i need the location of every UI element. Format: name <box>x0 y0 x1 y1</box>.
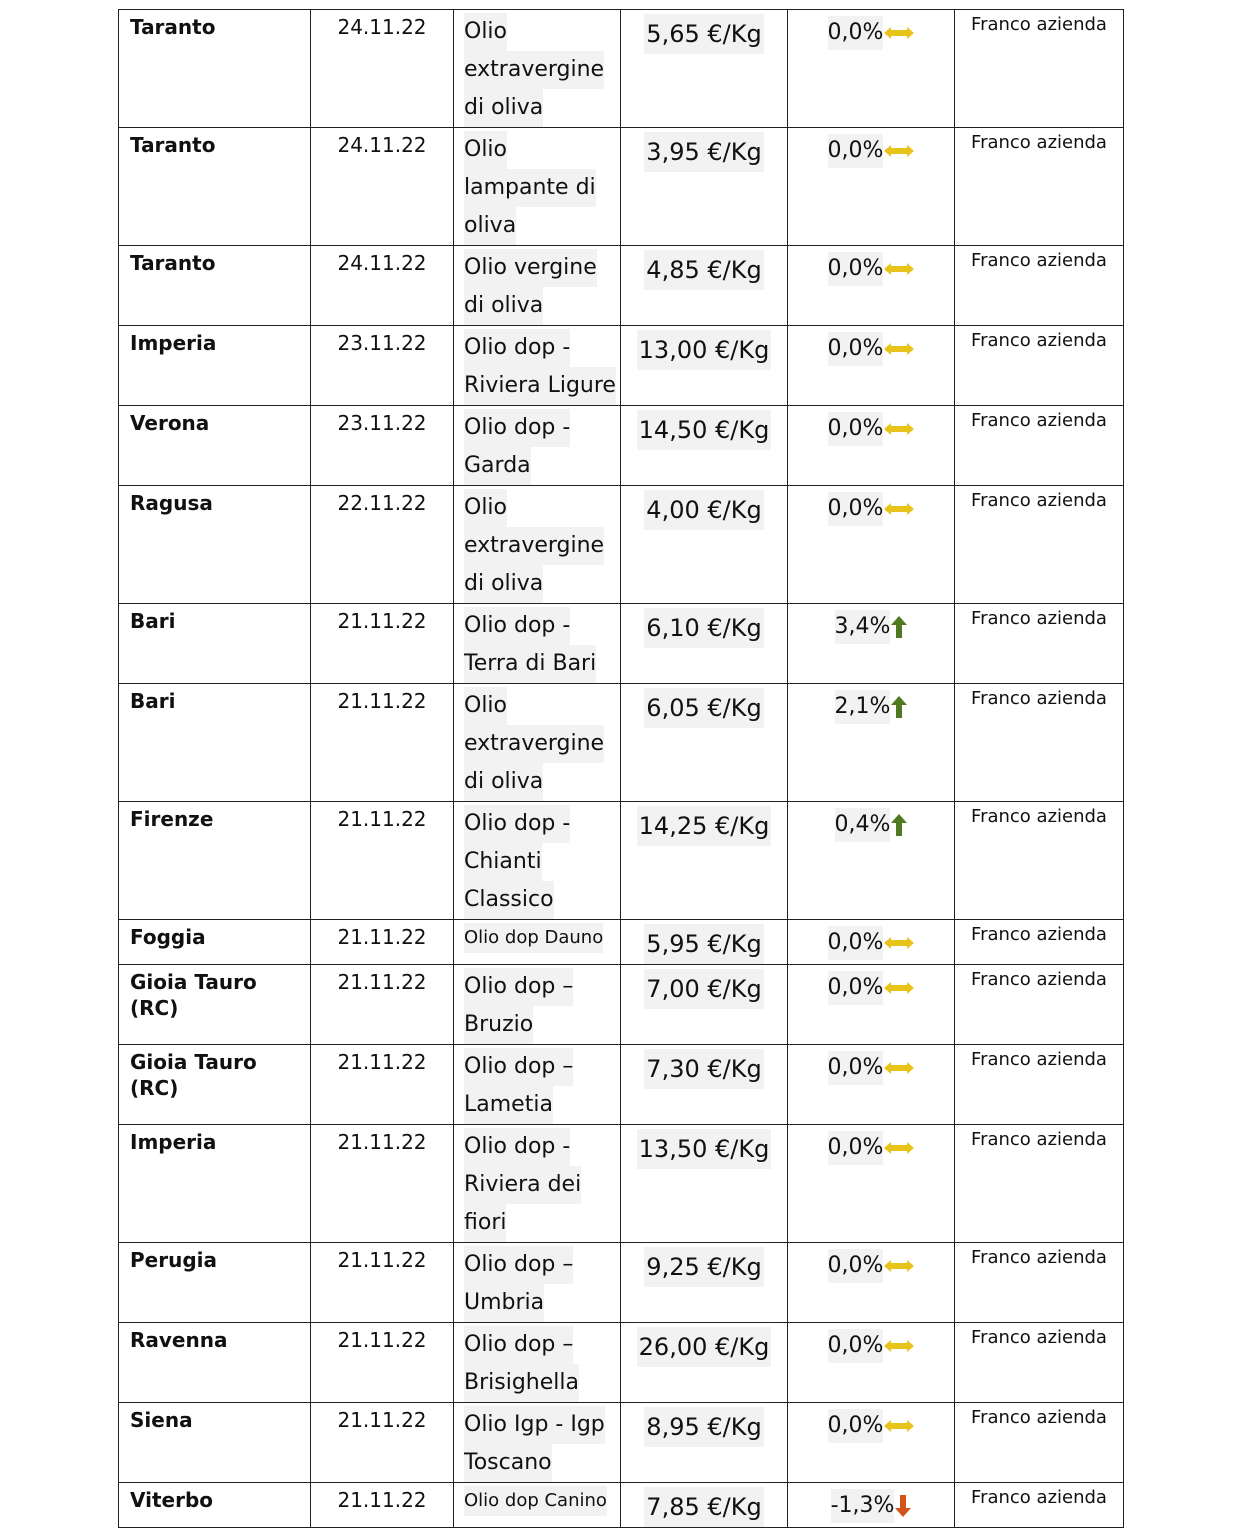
price-value: 7,30 €/Kg <box>644 1049 763 1089</box>
product-line: di oliva <box>464 565 543 603</box>
product-line: oliva <box>464 207 516 245</box>
price-value: 6,05 €/Kg <box>644 688 763 728</box>
price-value: 5,65 €/Kg <box>644 14 763 54</box>
product-cell <box>454 1403 621 1483</box>
product-line: Olio <box>464 489 507 527</box>
terms-cell: Franco azienda <box>955 1483 1124 1528</box>
product-line: Lametia <box>464 1086 553 1124</box>
date-cell: 21.11.22 <box>311 1483 454 1528</box>
terms-cell: Franco azienda <box>955 1403 1124 1483</box>
price-value: 9,25 €/Kg <box>644 1247 763 1287</box>
terms-cell: Franco azienda <box>955 684 1124 802</box>
location-cell: Bari <box>119 684 311 802</box>
price-cell <box>621 326 788 406</box>
horizontal-arrow-icon <box>884 935 914 951</box>
variation-value: -1,3% <box>831 1489 895 1523</box>
product-line: extravergine <box>464 725 604 763</box>
product-line: Bruzio <box>464 1006 533 1044</box>
price-cell <box>621 1125 788 1243</box>
variation-cell <box>788 326 955 406</box>
variation-value: 0,0% <box>828 971 884 1005</box>
product-line: Olio <box>464 13 507 51</box>
horizontal-arrow-icon <box>884 1418 914 1434</box>
variation-cell <box>788 604 955 684</box>
product-cell <box>454 246 621 326</box>
price-cell <box>621 1403 788 1483</box>
table-row <box>119 604 1124 684</box>
product-line: fiori <box>464 1204 506 1242</box>
horizontal-arrow-icon <box>884 421 914 437</box>
variation-cell <box>788 965 955 1045</box>
product-cell <box>454 1045 621 1125</box>
price-value: 13,00 €/Kg <box>637 330 772 370</box>
variation-cell <box>788 128 955 246</box>
variation-value: 0,0% <box>828 1249 884 1283</box>
product-cell <box>454 1323 621 1403</box>
date-cell: 21.11.22 <box>311 684 454 802</box>
price-value: 4,85 €/Kg <box>644 250 763 290</box>
table-row <box>119 802 1124 920</box>
variation-value: 0,0% <box>828 1051 884 1085</box>
variation-cell <box>788 920 955 965</box>
terms-cell: Franco azienda <box>955 965 1124 1045</box>
horizontal-arrow-icon <box>884 980 914 996</box>
variation-cell <box>788 802 955 920</box>
date-cell: 21.11.22 <box>311 1403 454 1483</box>
price-value: 26,00 €/Kg <box>637 1327 772 1367</box>
price-cell <box>621 10 788 128</box>
product-line: Olio dop – <box>464 1246 573 1284</box>
product-cell <box>454 326 621 406</box>
variation-value: 0,0% <box>828 1131 884 1165</box>
product-cell <box>454 1243 621 1323</box>
variation-value: 0,0% <box>828 492 884 526</box>
table-row <box>119 1483 1124 1528</box>
product-cell <box>454 10 621 128</box>
location-cell: Siena <box>119 1403 311 1483</box>
variation-value: 0,0% <box>828 332 884 366</box>
price-cell <box>621 486 788 604</box>
location-cell: Ragusa <box>119 486 311 604</box>
horizontal-arrow-icon <box>884 25 914 41</box>
up-arrow-icon <box>891 814 907 836</box>
date-cell: 21.11.22 <box>311 1125 454 1243</box>
horizontal-arrow-icon <box>884 143 914 159</box>
variation-cell <box>788 10 955 128</box>
variation-cell <box>788 1483 955 1528</box>
price-value: 8,95 €/Kg <box>644 1407 763 1447</box>
product-line: Olio dop Dauno <box>464 923 603 953</box>
location-cell: Ravenna <box>119 1323 311 1403</box>
product-cell <box>454 1125 621 1243</box>
product-line: Riviera dei <box>464 1166 581 1204</box>
price-cell <box>621 406 788 486</box>
table-row <box>119 246 1124 326</box>
product-cell <box>454 802 621 920</box>
variation-value: 3,4% <box>835 610 891 644</box>
product-cell <box>454 920 621 965</box>
horizontal-arrow-icon <box>884 341 914 357</box>
terms-cell: Franco azienda <box>955 10 1124 128</box>
variation-cell <box>788 486 955 604</box>
price-cell <box>621 965 788 1045</box>
product-line: Brisighella <box>464 1364 579 1402</box>
terms-cell: Franco azienda <box>955 128 1124 246</box>
variation-cell <box>788 246 955 326</box>
variation-value: 0,4% <box>835 808 891 842</box>
horizontal-arrow-icon <box>884 1140 914 1156</box>
price-value: 5,95 €/Kg <box>644 924 763 964</box>
location-cell: Verona <box>119 406 311 486</box>
date-cell: 24.11.22 <box>311 128 454 246</box>
terms-cell: Franco azienda <box>955 604 1124 684</box>
price-table <box>118 9 1124 1528</box>
table-row <box>119 406 1124 486</box>
table-row <box>119 965 1124 1045</box>
date-cell: 22.11.22 <box>311 486 454 604</box>
product-line: extravergine <box>464 51 604 89</box>
date-cell: 21.11.22 <box>311 802 454 920</box>
product-line: Olio dop - <box>464 1128 570 1166</box>
location-cell: Viterbo <box>119 1483 311 1528</box>
location-cell: Gioia Tauro (RC) <box>119 1045 311 1125</box>
location-cell: Taranto <box>119 10 311 128</box>
location-cell: Perugia <box>119 1243 311 1323</box>
table-row <box>119 1125 1124 1243</box>
terms-cell: Franco azienda <box>955 1125 1124 1243</box>
price-value: 4,00 €/Kg <box>644 490 763 530</box>
product-line: Olio vergine <box>464 249 597 287</box>
location-cell: Bari <box>119 604 311 684</box>
price-value: 7,85 €/Kg <box>644 1487 763 1527</box>
down-arrow-icon <box>895 1495 911 1517</box>
up-arrow-icon <box>891 696 907 718</box>
product-line: Olio dop - <box>464 409 570 447</box>
product-cell <box>454 1483 621 1528</box>
horizontal-arrow-icon <box>884 261 914 277</box>
price-cell <box>621 1243 788 1323</box>
product-line: Olio <box>464 687 507 725</box>
price-cell <box>621 920 788 965</box>
price-cell <box>621 128 788 246</box>
location-cell: Imperia <box>119 1125 311 1243</box>
variation-cell <box>788 684 955 802</box>
product-line: di oliva <box>464 89 543 127</box>
product-line: Olio dop – <box>464 968 573 1006</box>
table-row <box>119 128 1124 246</box>
table-row <box>119 486 1124 604</box>
location-cell: Taranto <box>119 246 311 326</box>
terms-cell: Franco azienda <box>955 246 1124 326</box>
product-line: lampante di <box>464 169 596 207</box>
product-line: Olio dop – <box>464 1048 573 1086</box>
product-line: extravergine <box>464 527 604 565</box>
terms-cell: Franco azienda <box>955 802 1124 920</box>
product-line: di oliva <box>464 287 543 325</box>
product-cell <box>454 684 621 802</box>
date-cell: 24.11.22 <box>311 10 454 128</box>
table-row <box>119 920 1124 965</box>
variation-value: 0,0% <box>828 16 884 50</box>
date-cell: 21.11.22 <box>311 1045 454 1125</box>
horizontal-arrow-icon <box>884 1258 914 1274</box>
table-row <box>119 10 1124 128</box>
up-arrow-icon <box>891 616 907 638</box>
product-line: Olio dop - <box>464 607 570 645</box>
date-cell: 21.11.22 <box>311 1243 454 1323</box>
product-line: Olio dop Canino <box>464 1486 607 1516</box>
variation-cell <box>788 1243 955 1323</box>
date-cell: 23.11.22 <box>311 326 454 406</box>
horizontal-arrow-icon <box>884 501 914 517</box>
product-cell <box>454 128 621 246</box>
price-cell <box>621 604 788 684</box>
date-cell: 21.11.22 <box>311 965 454 1045</box>
product-cell <box>454 965 621 1045</box>
product-line: Olio dop – <box>464 1326 573 1364</box>
variation-cell <box>788 1045 955 1125</box>
date-cell: 21.11.22 <box>311 920 454 965</box>
date-cell: 23.11.22 <box>311 406 454 486</box>
table-row <box>119 1045 1124 1125</box>
location-cell: Taranto <box>119 128 311 246</box>
price-cell <box>621 1483 788 1528</box>
variation-cell <box>788 1125 955 1243</box>
price-value: 14,25 €/Kg <box>637 806 772 846</box>
product-cell <box>454 486 621 604</box>
product-line: Olio dop - <box>464 805 570 843</box>
terms-cell: Franco azienda <box>955 920 1124 965</box>
terms-cell: Franco azienda <box>955 1045 1124 1125</box>
terms-cell: Franco azienda <box>955 406 1124 486</box>
terms-cell: Franco azienda <box>955 1243 1124 1323</box>
table-row <box>119 684 1124 802</box>
location-cell: Gioia Tauro (RC) <box>119 965 311 1045</box>
price-value: 13,50 €/Kg <box>637 1129 772 1169</box>
date-cell: 21.11.22 <box>311 604 454 684</box>
terms-cell: Franco azienda <box>955 486 1124 604</box>
location-cell: Foggia <box>119 920 311 965</box>
variation-value: 0,0% <box>828 926 884 960</box>
variation-cell <box>788 1403 955 1483</box>
location-cell: Imperia <box>119 326 311 406</box>
price-value: 3,95 €/Kg <box>644 132 763 172</box>
price-cell <box>621 802 788 920</box>
product-line: di oliva <box>464 763 543 801</box>
price-cell <box>621 684 788 802</box>
product-line: Garda <box>464 447 531 485</box>
product-cell <box>454 604 621 684</box>
price-cell <box>621 1045 788 1125</box>
price-table-body <box>119 10 1124 1528</box>
price-value: 6,10 €/Kg <box>644 608 763 648</box>
product-line: Olio <box>464 131 507 169</box>
terms-cell: Franco azienda <box>955 1323 1124 1403</box>
horizontal-arrow-icon <box>884 1060 914 1076</box>
variation-value: 0,0% <box>828 412 884 446</box>
horizontal-arrow-icon <box>884 1338 914 1354</box>
variation-value: 0,0% <box>828 252 884 286</box>
price-cell <box>621 1323 788 1403</box>
date-cell: 21.11.22 <box>311 1323 454 1403</box>
variation-value: 0,0% <box>828 134 884 168</box>
date-cell: 24.11.22 <box>311 246 454 326</box>
terms-cell: Franco azienda <box>955 326 1124 406</box>
table-row <box>119 1323 1124 1403</box>
product-line: Chianti <box>464 843 542 881</box>
product-line: Umbria <box>464 1284 544 1322</box>
price-value: 7,00 €/Kg <box>644 969 763 1009</box>
variation-value: 2,1% <box>835 690 891 724</box>
product-line: Toscano <box>464 1444 552 1482</box>
product-line: Classico <box>464 881 554 919</box>
product-line: Olio Igp - Igp <box>464 1406 605 1444</box>
product-line: Olio dop - <box>464 329 570 367</box>
price-cell <box>621 246 788 326</box>
price-value: 14,50 €/Kg <box>637 410 772 450</box>
variation-cell <box>788 1323 955 1403</box>
product-line: Terra di Bari <box>464 645 596 683</box>
table-row <box>119 1243 1124 1323</box>
product-cell <box>454 406 621 486</box>
location-cell: Firenze <box>119 802 311 920</box>
variation-value: 0,0% <box>828 1409 884 1443</box>
variation-value: 0,0% <box>828 1329 884 1363</box>
variation-cell <box>788 406 955 486</box>
table-row <box>119 326 1124 406</box>
table-row <box>119 1403 1124 1483</box>
product-line: Riviera Ligure <box>464 367 616 405</box>
